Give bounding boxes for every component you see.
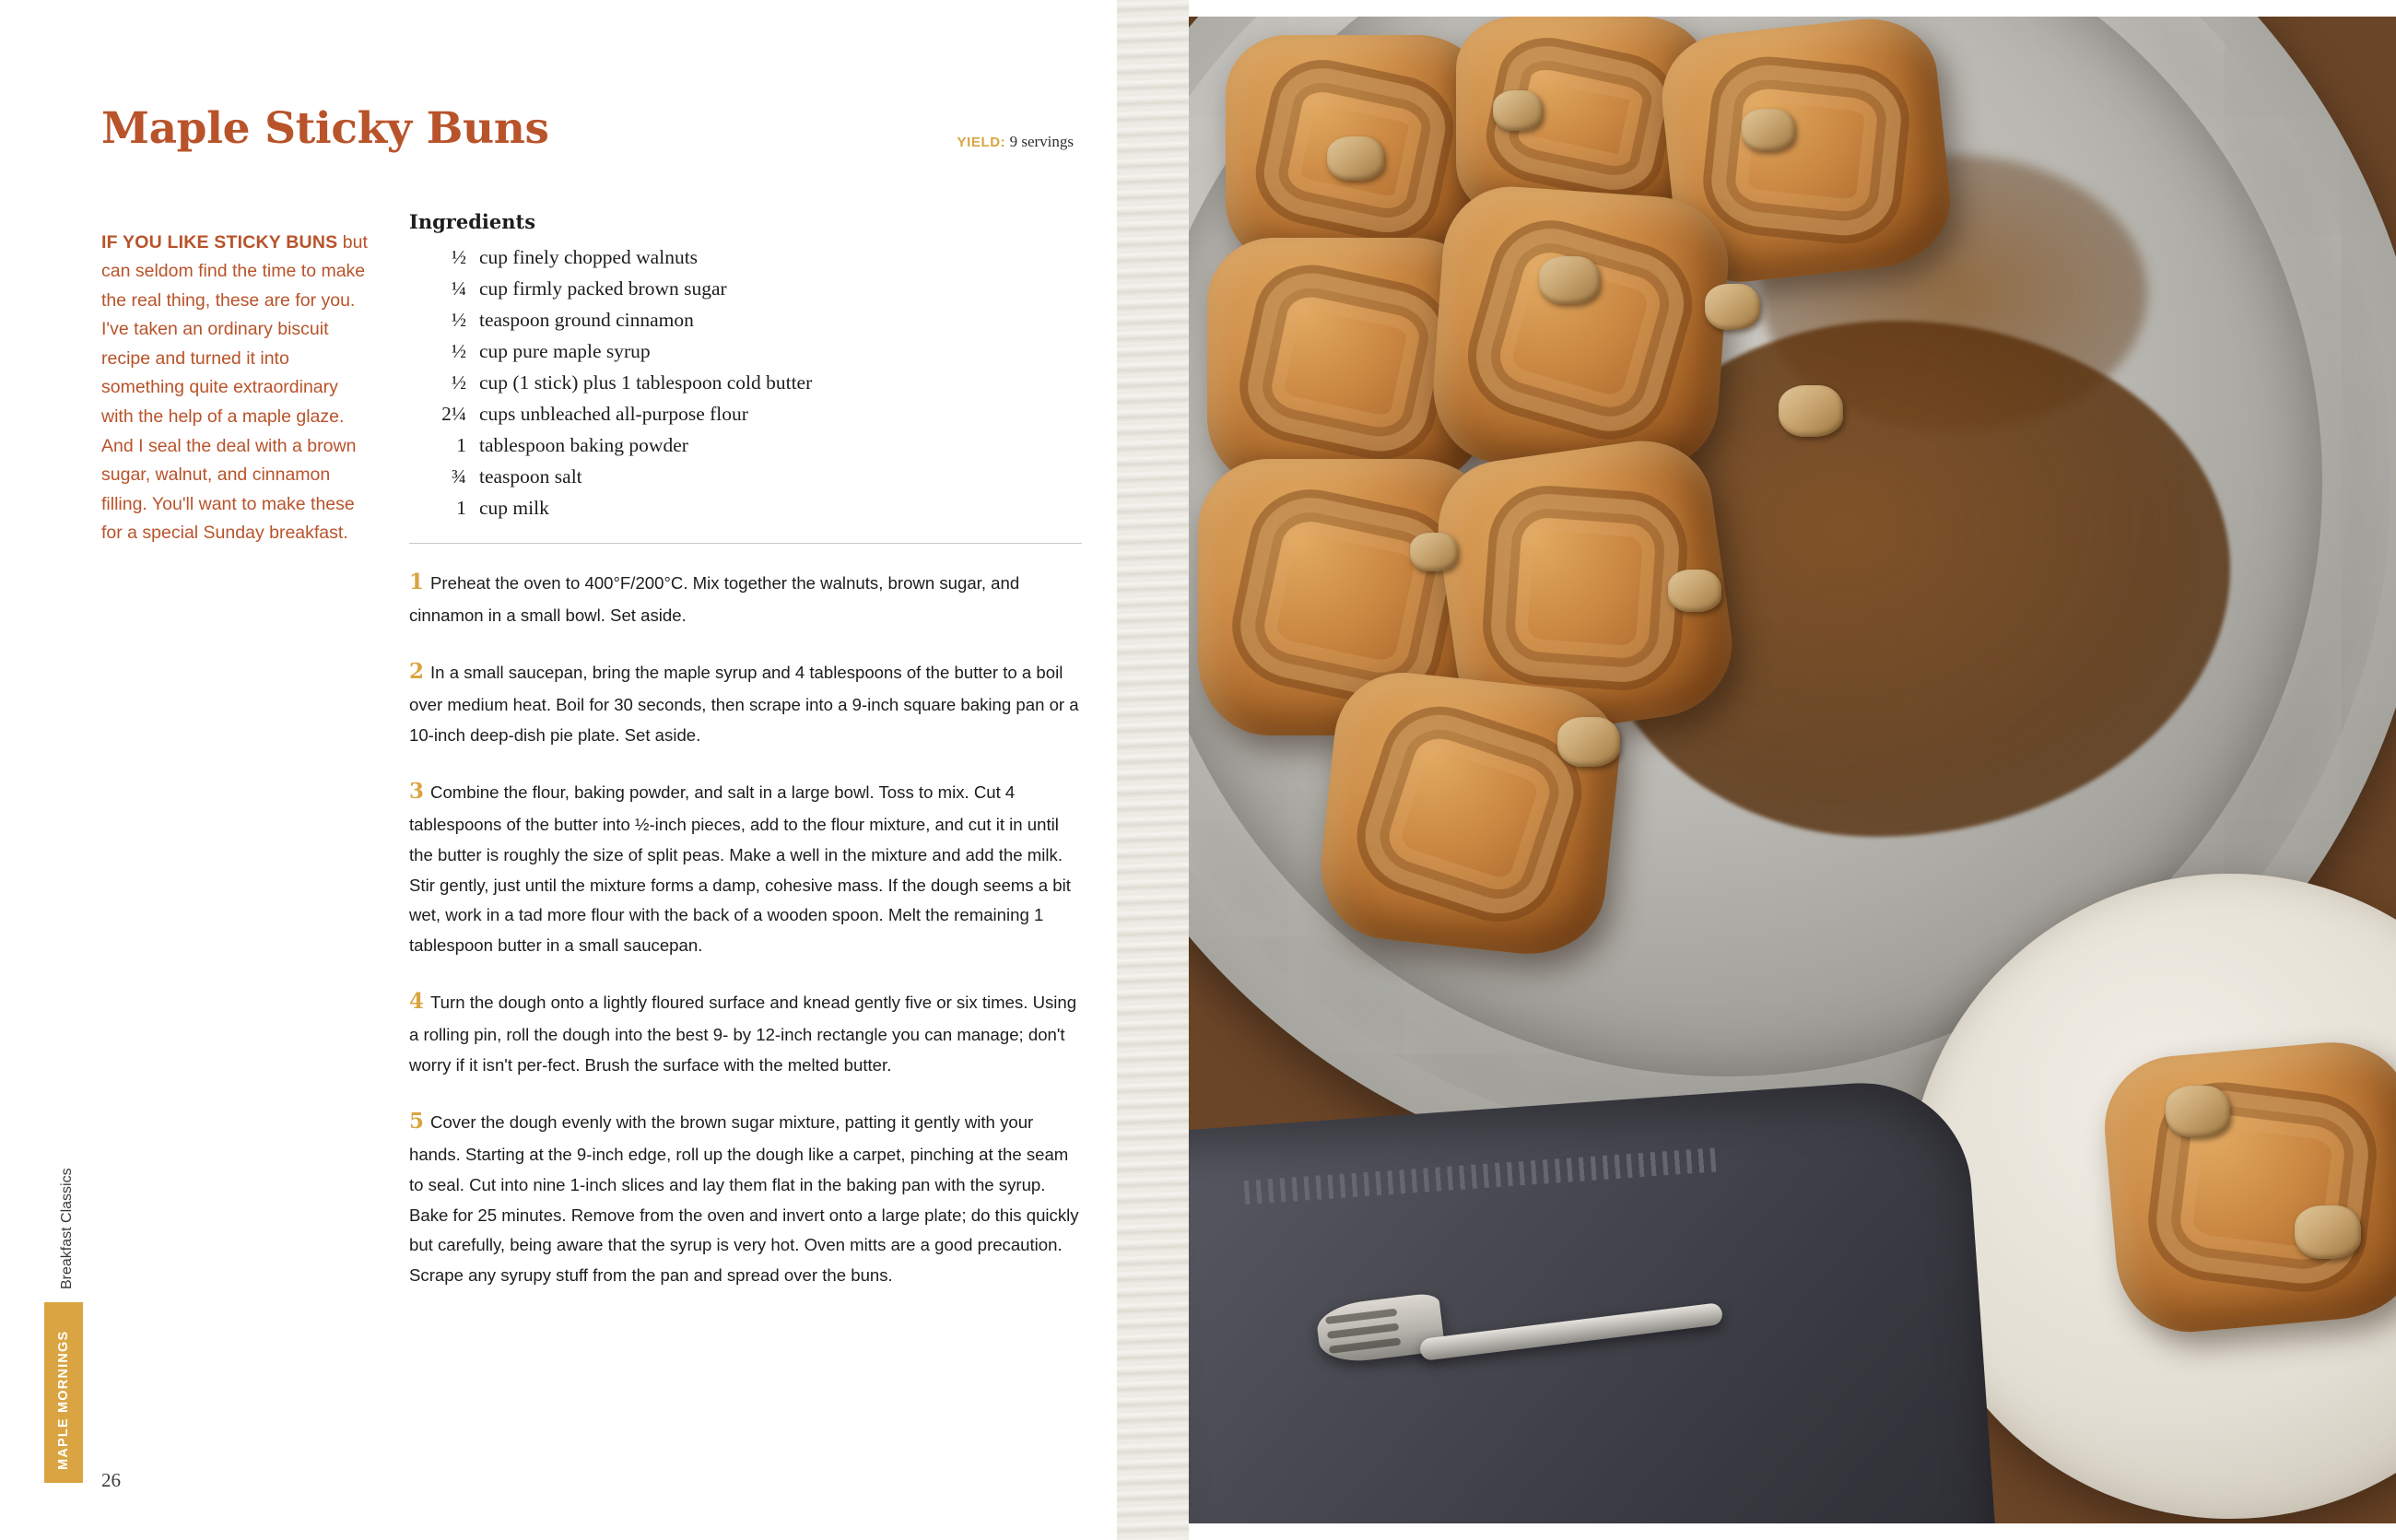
step-number: 4 <box>409 988 425 1014</box>
recipe-header <box>101 103 1074 154</box>
step-text: Cover the dough evenly with the brown sugar mixture, patting it gently with your hands. Starting at the 9-inch edge, roll up the dough like a carpet, pinching at the seam to seal. Cut into nine 1-inch slices and lay them flat in the baking pan with the syrup. Bake for 25 minutes. Remove from the oven and invert onto a large plate; do this quickly but carefully, being aware that the syrup is very hot. Oven mitts are a good precaution. Scrape any syrupy stuff from the pan and spread over the buns. <box>409 1111 1079 1286</box>
recipe-title: Maple Sticky Buns <box>101 103 549 154</box>
step-text: Preheat the oven to 400°F/200°C. Mix together the walnuts, brown sugar, and cinnamon in a small bowl. Set aside. <box>409 572 1020 626</box>
yield-label: YIELD: <box>957 135 1006 150</box>
ingredient-amount: 2¼ <box>441 402 466 425</box>
recipe-text-page <box>0 0 1117 1540</box>
instruction-step <box>409 1103 1082 1291</box>
ingredient-amount: ½ <box>451 339 466 362</box>
walnut-piece <box>2295 1205 2361 1259</box>
bun-swirl <box>1479 482 1692 695</box>
instruction-step <box>409 773 1082 961</box>
ingredient-name: teaspoon ground cinnamon <box>479 308 694 331</box>
instruction-step <box>409 564 1082 631</box>
list-item <box>409 368 1082 399</box>
walnut-piece <box>1493 90 1543 131</box>
list-item <box>409 274 1082 305</box>
ingredient-name: cup milk <box>479 496 549 519</box>
ingredient-name: cup pure maple syrup <box>479 339 651 362</box>
section-divider <box>409 543 1082 544</box>
list-item <box>409 462 1082 493</box>
chapter-tab-label: Breakfast Classics <box>59 1168 75 1289</box>
ingredient-name: cup finely chopped walnuts <box>479 246 699 268</box>
instruction-steps <box>409 564 1082 1291</box>
walnut-piece <box>1557 717 1620 767</box>
list-item <box>409 242 1082 274</box>
fork-tine <box>1325 1309 1397 1324</box>
instruction-step <box>409 653 1082 751</box>
instruction-step <box>409 983 1082 1081</box>
recipe-columns <box>101 210 1083 1291</box>
walnut-piece <box>1410 533 1458 571</box>
bun-swirl <box>1697 51 1914 250</box>
bun-swirl <box>1229 253 1462 470</box>
list-item <box>409 336 1082 368</box>
ingredient-name: cups unbleached all-purpose flour <box>479 402 748 425</box>
step-text: In a small saucepan, bring the maple syrup and 4 tablespoons of the butter to a boil over medium heat. Boil for 30 seconds, then scrape into a 9-inch square baking pan or a 10-inch deep-dish pie plate. Set aside. <box>409 662 1079 746</box>
list-item <box>409 493 1082 524</box>
ingredient-name: tablespoon baking powder <box>479 433 688 456</box>
walnut-piece <box>1742 109 1795 151</box>
walnut-piece <box>2166 1086 2230 1137</box>
ingredient-name: cup (1 stick) plus 1 tablespoon cold butter <box>479 370 813 394</box>
step-text: Turn the dough onto a lightly floured surface and knead gently five or six times. Using a rolling pin, roll the dough into the best 9- by 12-inch rectangle you can manage; don't worry if it isn't per-fect. Brush the surface with the melted butter. <box>409 992 1077 1076</box>
ingredient-name: teaspoon salt <box>479 464 582 488</box>
ingredient-amount: ¼ <box>451 276 466 300</box>
walnut-piece <box>1327 136 1384 181</box>
list-item <box>409 305 1082 336</box>
ingredient-amount: 1 <box>456 433 466 456</box>
intro-body: but can seldom find the time to make the real thing, these are for you. I've taken an ordinary biscuit recipe and turned it into something quite extraordinary with the help of a maple glaze. And I seal the deal with a brown sugar, walnut, and cinnamon filling. You'll want to make these for a special Sunday breakfast. <box>101 231 368 544</box>
recipe-column <box>409 210 1082 1291</box>
bun-swirl <box>1454 206 1707 453</box>
ingredients-list <box>409 242 1082 524</box>
ingredient-amount: ¾ <box>451 464 466 488</box>
cloth-napkin <box>1189 1076 1997 1523</box>
step-number: 5 <box>409 1108 425 1134</box>
recipe-intro <box>101 229 369 548</box>
sticky-bun-on-plate <box>2099 1036 2396 1338</box>
list-item <box>409 399 1082 430</box>
fork-tine <box>1327 1323 1399 1339</box>
sticky-bun <box>1428 182 1732 478</box>
yield-line <box>957 133 1074 151</box>
step-number: 3 <box>409 778 425 804</box>
walnut-piece <box>1779 385 1843 437</box>
step-number: 2 <box>409 658 425 684</box>
list-item <box>409 430 1082 462</box>
yield-value: 9 servings <box>1009 133 1074 150</box>
section-tab-maple-mornings <box>44 1302 83 1483</box>
section-tab-label: MAPLE MORNINGS <box>56 1330 71 1470</box>
ingredient-amount: ½ <box>451 370 466 394</box>
walnut-piece <box>1539 256 1600 304</box>
intro-lead: IF YOU LIKE STICKY BUNS <box>101 231 338 253</box>
sticky-bun <box>1314 666 1627 962</box>
page-gutter-texture <box>1117 0 1189 1540</box>
walnut-piece <box>1705 284 1760 330</box>
ingredient-amount: 1 <box>456 496 466 519</box>
walnut-piece <box>1668 570 1721 612</box>
ingredient-amount: ½ <box>451 246 466 268</box>
ingredient-amount: ½ <box>451 308 466 331</box>
step-number: 1 <box>409 569 425 594</box>
chapter-tab-breakfast-classics <box>44 1118 83 1293</box>
fork-tine <box>1329 1337 1401 1353</box>
intro-column <box>101 210 369 1291</box>
step-text: Combine the flour, baking powder, and salt in a large bowl. Toss to mix. Cut 4 tablespoons of the butter into ½-inch pieces, add to the flour mixture, and cut it in until the butter is roughly the size of split peas. Make a well in the mixture and add the milk. Stir gently, just until the mixture forms a damp, cohesive mass. If the dough seems a bit wet, work in a tad more flour with the back of a wooden spoon. Melt the remaining 1 tablespoon butter in a small saucepan. <box>409 782 1071 956</box>
photo-page <box>1117 0 2396 1540</box>
recipe-photograph <box>1189 17 2396 1523</box>
ingredients-heading: Ingredients <box>409 210 536 233</box>
page-number: 26 <box>101 1469 121 1491</box>
section-tab-group <box>44 1302 83 1483</box>
ingredient-name: cup firmly packed brown sugar <box>479 276 727 300</box>
